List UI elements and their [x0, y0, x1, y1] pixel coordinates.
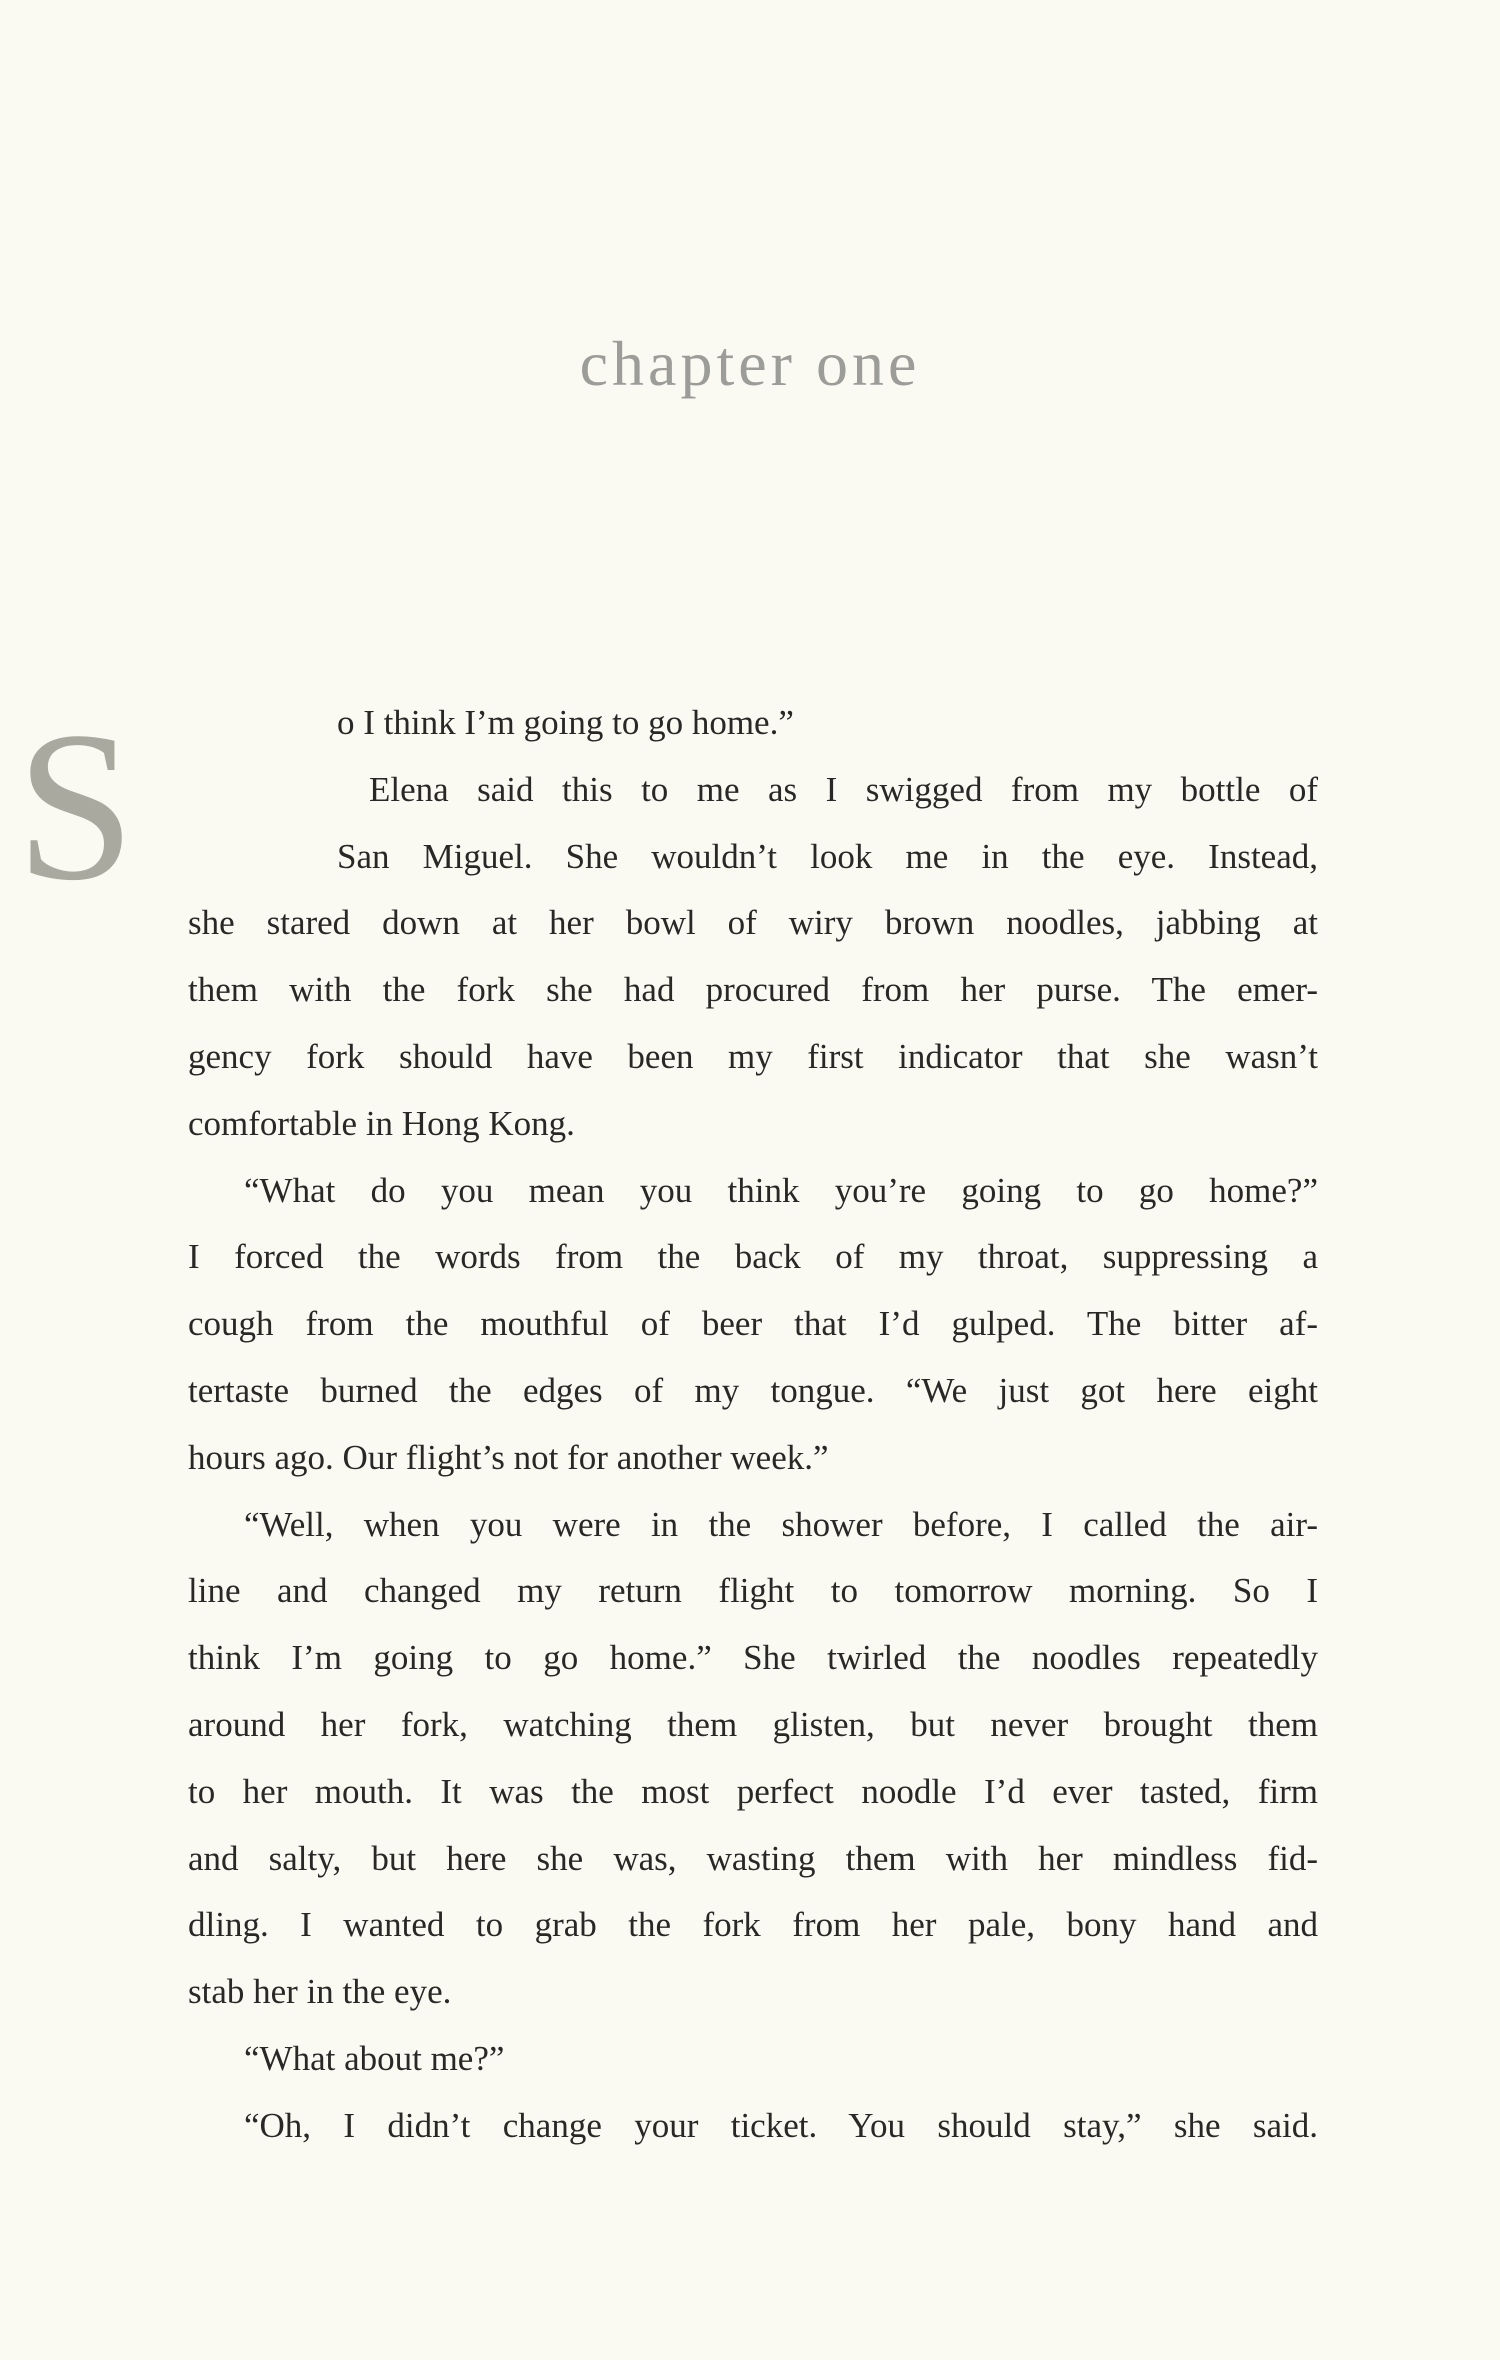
text-line: comfortable in Hong Kong. [188, 1103, 575, 1143]
drop-cap: S [16, 688, 136, 925]
text-line: stab her in the eye. [188, 1972, 452, 2012]
text-line: to her mouth. It was the most perfect noodle I’d ever tasted, firm [188, 1771, 1318, 1811]
text-line: “Oh, I didn’t change your ticket. You should stay,” she said. [244, 2105, 1318, 2145]
text-line: think I’m going to go home.” She twirled the noodles repeatedly [188, 1638, 1318, 1678]
text-line: them with the fork she had procured from her purse. The emer- [188, 970, 1318, 1010]
text-line: o I think I’m going to go home.” [337, 703, 794, 742]
text-line: around her fork, watching them glisten, but never brought them [188, 1704, 1318, 1744]
text-line: dling. I wanted to grab the fork from her pale, bony hand and [188, 1905, 1318, 1945]
text-line: gency fork should have been my first indicator that she wasn’t [188, 1036, 1318, 1076]
text-line: line and changed my return flight to tomorrow morning. So I [188, 1571, 1318, 1611]
text-line: San Miguel. She wouldn’t look me in the eye. Instead, [337, 836, 1318, 876]
text-line: and salty, but here she was, wasting them with her mindless fid- [188, 1838, 1318, 1878]
text-line: “Well, when you were in the shower before, I called the air- [244, 1504, 1318, 1544]
chapter-title: chapter one [579, 328, 921, 399]
text-line: “What about me?” [244, 2038, 505, 2078]
text-line: she stared down at her bowl of wiry brown noodles, jabbing at [188, 903, 1318, 943]
text-line: cough from the mouthful of beer that I’d gulped. The bitter af- [188, 1304, 1318, 1344]
text-line: hours ago. Our flight’s not for another week.” [188, 1437, 829, 1477]
body-text [188, 690, 1318, 2160]
text-line: “What do you mean you think you’re going to go home?” [244, 1170, 1318, 1210]
text-line: Elena said this to me as I swigged from my bottle of [369, 769, 1318, 809]
text-line: I forced the words from the back of my throat, suppressing a [188, 1237, 1318, 1277]
text-line: tertaste burned the edges of my tongue. “We just got here eight [188, 1370, 1318, 1410]
